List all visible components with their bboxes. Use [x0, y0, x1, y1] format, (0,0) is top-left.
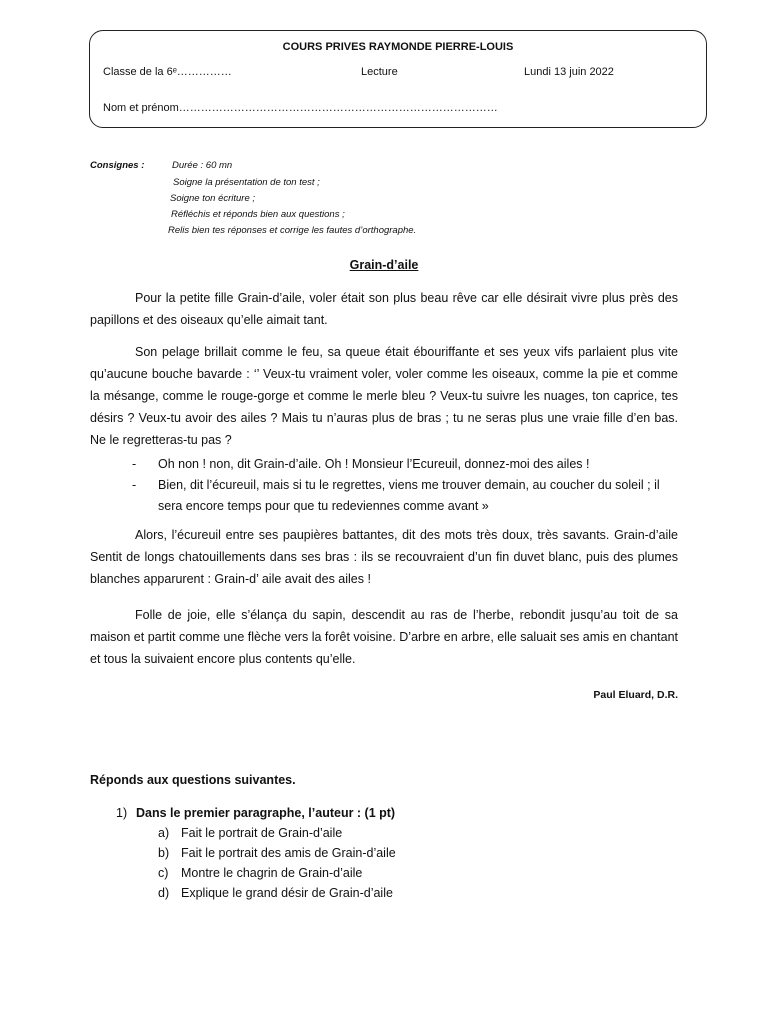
dialog-text: Oh non ! non, dit Grain-d’aile. Oh ! Monsieur l’Ecureuil, donnez-moi des ailes ! [158, 457, 590, 471]
class-field: Classe de la 6ᵉ…………… [103, 66, 232, 78]
answer-option-b [158, 846, 396, 860]
answer-option-a [158, 826, 342, 840]
header-box [89, 30, 707, 128]
option-text: Montre le chagrin de Grain-d’aile [181, 866, 363, 880]
text-title: Grain-d’aile [349, 258, 419, 272]
option-text: Fait le portrait de Grain-d’aile [181, 826, 343, 840]
option-letter: b) [158, 846, 170, 860]
paragraph-3: Alors, l’écureuil entre ses paupières battantes, dit des mots très doux, très savants. Grain-d’aile Sentit de longs chatouillements dans ses bras : ils se recouvraient d’un fin duvet blanc, puis des plumes blanches apparurent : Grain-d’ aile avait des ailes ! [90, 528, 678, 586]
answer-option-d [158, 886, 393, 900]
author-signature: Paul Eluard, D.R. [593, 689, 678, 701]
answer-option-c [158, 866, 362, 880]
question-number: 1) [116, 806, 128, 820]
date-label: Lundi 13 juin 2022 [524, 66, 614, 78]
option-letter: a) [158, 826, 170, 840]
paragraph-1: Pour la petite fille Grain-d’aile, voler était son plus beau rêve car elle désirait vivre plus près des papillons et des oiseaux qu’elle aimait tant. [90, 291, 678, 327]
school-name: COURS PRIVES RAYMONDE PIERRE-LOUIS [282, 41, 514, 53]
option-text: Fait le portrait des amis de Grain-d’aile [181, 846, 396, 860]
question-prompt: Dans le premier paragraphe, l’auteur : (1 pt) [136, 806, 396, 820]
paragraph-4: Folle de joie, elle s’élança du sapin, descendit au ras de l’herbe, rebondit jusqu’au toit de sa maison et partit comme une flèche vers la forêt voisine. D’arbre en arbre, elle saluait ses amis en chantant et tous la suivaient encore plus contents qu’elle. [90, 608, 678, 666]
option-letter: c) [158, 866, 169, 880]
instruction-line: Réfléchis et réponds bien aux questions ; [171, 209, 345, 220]
instruction-line: Relis bien tes réponses et corrige les fautes d’orthographe. [168, 225, 417, 236]
option-letter: d) [158, 886, 170, 900]
option-text: Explique le grand désir de Grain-d’aile [181, 886, 393, 900]
dialog-text: Bien, dit l’écureuil, mais si tu le regrettes, viens me trouver demain, au coucher du soleil ; il sera encore temps pour que tu redeviennes comme avant » [158, 478, 660, 513]
instruction-line: Durée : 60 mn [172, 160, 233, 171]
name-field: Nom et prénom…………………………………………………………………………… [103, 102, 498, 114]
paragraph-2: Son pelage brillait comme le feu, sa queue était ébouriffante et ses yeux vifs parlaient plus vite qu’aucune bouche bavarde : ‘’ Veux-tu vraiment voler, voler comme les oiseaux, comme la pie et comme la mésange, comme le rouge-gorge et comme le merle bleu ? Veux-tu suivre les nuages, ton caprice, tes désirs ? Veux-tu avoir des ailes ? Mais tu n’auras plus de bras ; tu ne seras plus une vraie fille d’en bas. Ne le regretteras-tu pas ? [90, 345, 678, 447]
subject-label: Lecture [361, 66, 398, 78]
dialog-dash: - [132, 478, 137, 492]
questions-title: Réponds aux questions suivantes. [90, 773, 296, 787]
instruction-line: Soigne la présentation de ton test ; [173, 177, 320, 188]
instructions-label: Consignes : [90, 160, 145, 171]
instruction-line: Soigne ton écriture ; [170, 193, 256, 204]
dialog-dash: - [132, 457, 137, 471]
